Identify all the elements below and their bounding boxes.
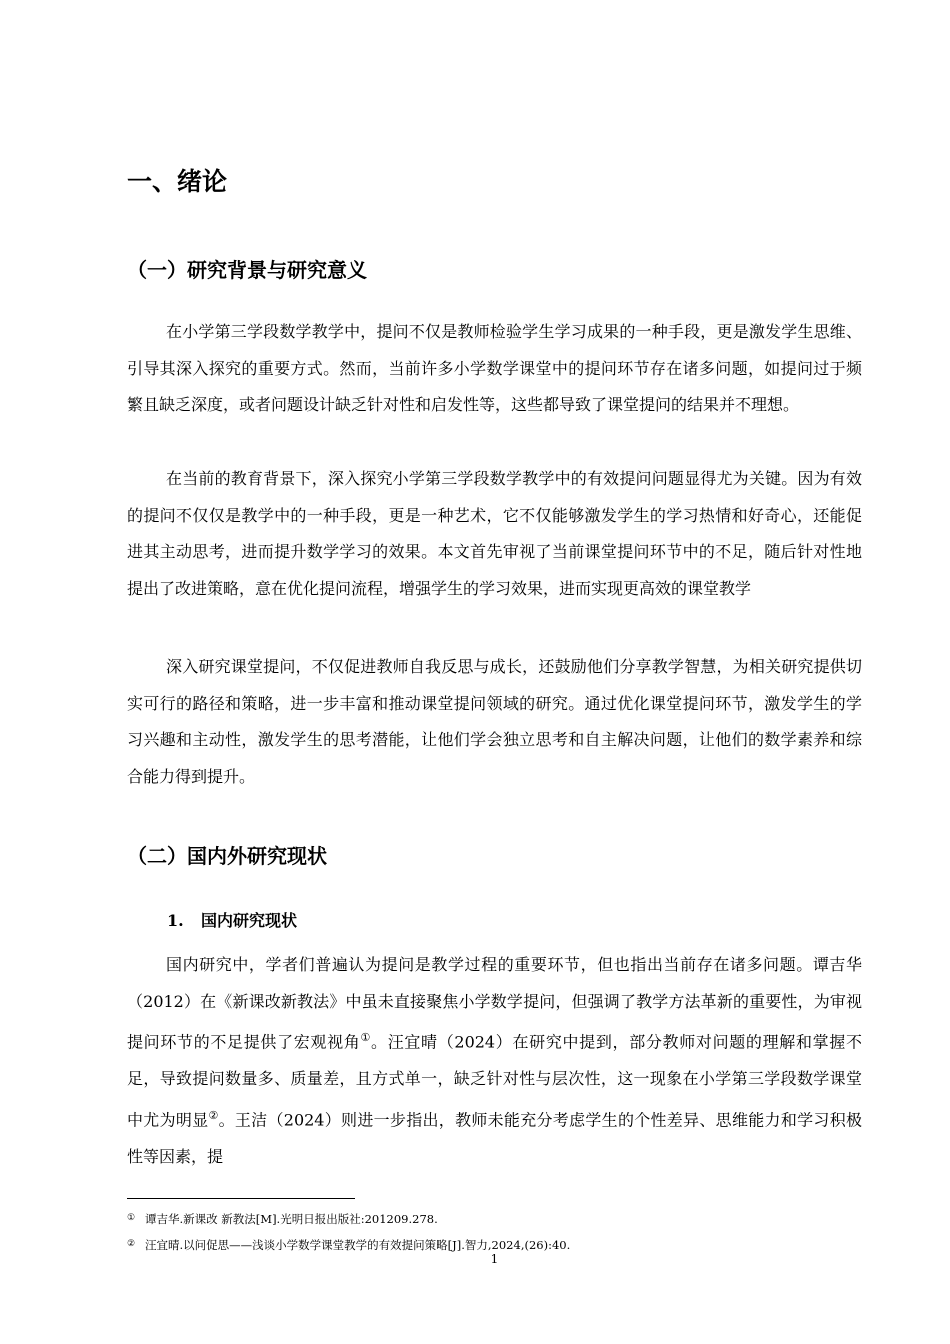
section-heading-research-status: （二）国内外研究现状	[127, 844, 327, 868]
paragraph-3: 深入研究课堂提问，不仅促进教师自我反思与成长，还鼓励他们分享教学智慧，为相关研究提供切实可行的路径和策略，进一步丰富和推动课堂提问领域的研究。通过优化课堂提问环节，激发学生的学习兴趣和主动性，激发学生的思考潜能，让他们学会独立思考和自主解决问题，让他们的数学素养和综合能力得到提升。	[127, 657, 862, 786]
paragraph-text-a: 国内研究中，学者们普遍认为提问是教学过程的重要环节，但也指出当前存在诸多问题。谭吉华（2012）在《新课改新教法》中虽未直接聚焦小学数学提问，但强调了教学方法革新的重要性，为审视提问环节的不足提供了宏观视角	[127, 955, 862, 1052]
footnote-text: 汪宜晴.以问促思——浅谈小学数学课堂教学的有效提问策略[J].智力,2024,(26):40.	[145, 1238, 571, 1252]
paragraph-2: 在当前的教育背景下，深入探究小学第三学段数学教学中的有效提问问题显得尤为关键。因为有效的提问不仅仅是教学中的一种手段，更是一种艺术，它不仅能够激发学生的学习热情和好奇心，还能促进其主动思考，进而提升数学学习的效果。本文首先审视了当前课堂提问环节中的不足，随后针对性地提出了改进策略，意在优化提问流程，增强学生的学习效果，进而实现更高效的课堂教学	[127, 469, 862, 598]
footnote-mark: ①	[127, 1213, 136, 1223]
subsection-number: 1.	[167, 911, 184, 930]
chapter-heading: 一、绪论	[127, 167, 228, 196]
paragraph-1: 在小学第三学段数学教学中，提问不仅是教师检验学生学习成果的一种手段，更是激发学生思维、引导其深入探究的重要方式。然而，当前许多小学数学课堂中的提问环节存在诸多问题，如提问过于频繁且缺乏深度，或者问题设计缺乏针对性和启发性等，这些都导致了课堂提问的结果并不理想。	[127, 322, 862, 415]
paragraph-text-b: 。汪宜晴（2024）在研究中提到，部分教师对问题的理解和掌握不足，导致提问数量多、质量差，且方式单一，缺乏针对性与层次性，这一现象在小学第三学段数学课堂中尤为明显	[127, 1032, 862, 1130]
footnote-ref-1[interactable]: ①	[360, 1031, 372, 1045]
subsection-title: 国内研究现状	[201, 911, 298, 930]
paragraph-domestic-research	[127, 947, 862, 1175]
footnote-ref-2[interactable]: ②	[208, 1108, 219, 1122]
page-number: 1	[490, 1252, 499, 1266]
paragraph-text-c: 。王洁（2024）则进一步指出，教师未能充分考虑学生的个性差异、思维能力和学习积极性等因素，提	[127, 1110, 862, 1166]
section-heading-background: （一）研究背景与研究意义	[127, 258, 367, 282]
footnote-text: 谭吉华.新课改 新教法[M].光明日报出版社:201209.278.	[145, 1212, 438, 1226]
footnote-mark: ②	[127, 1239, 136, 1249]
subsection-heading-domestic	[167, 909, 297, 933]
document-page	[127, 0, 862, 1344]
footnote-1	[127, 1210, 438, 1227]
footnote-divider	[127, 1198, 355, 1199]
